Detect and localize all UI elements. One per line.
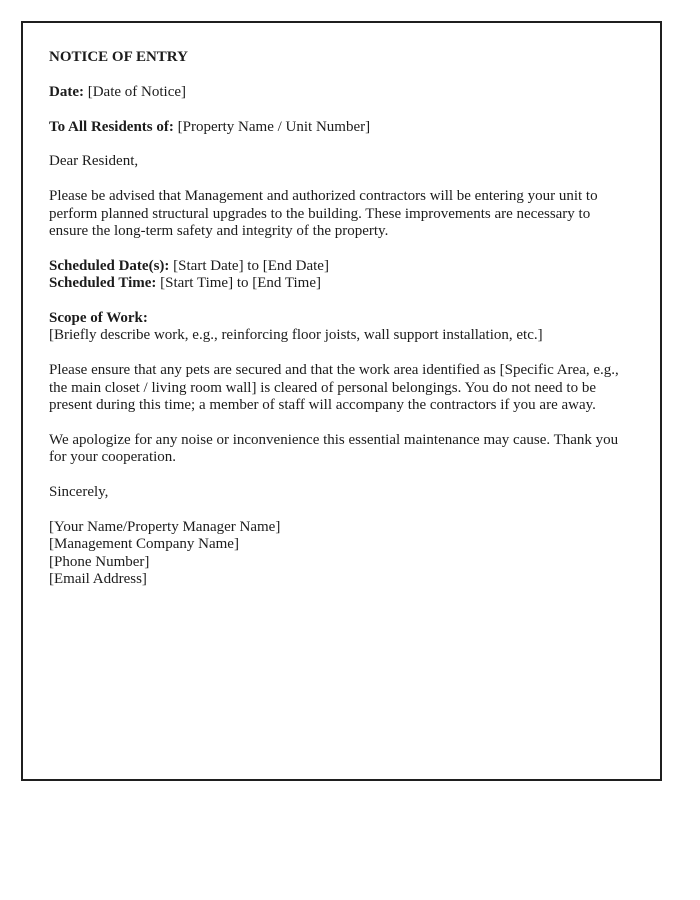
preparation-paragraph: Please ensure that any pets are secured and that the work area identified as [Specific Area, e.g., the main closet / living room wall] is cleared of personal belongings. You do not need to be present during this time; a member of staff will accompany the contractors if you are away.: [49, 362, 619, 414]
scheduled-date-label: Scheduled Date(s):: [49, 257, 170, 274]
intro-paragraph: Please be advised that Management and authorized contractors will be entering your unit to perform planned structural upgrades to the building. These improvements are necessary to ensure the long-term safety and integrity of the property.: [49, 188, 598, 239]
recipient-value: [Property Name / Unit Number]: [177, 118, 371, 135]
scheduled-date-value: [Start Date] to [End Date]: [173, 257, 329, 274]
date-value: [Date of Notice]: [87, 83, 187, 100]
signature-block: [49, 519, 632, 589]
scheduled-time-line: [49, 275, 321, 291]
date-label: Date:: [49, 83, 84, 100]
scope-value: [Briefly describe work, e.g., reinforcing floor joists, wall support installation, etc.]: [49, 327, 543, 344]
signature-line-name: [Your Name/Property Manager Name]: [49, 518, 281, 535]
schedule-block: [49, 258, 632, 293]
signature-line-phone: [Phone Number]: [49, 553, 150, 570]
document-title: NOTICE OF ENTRY: [49, 49, 188, 65]
closing: Sincerely,: [49, 484, 109, 501]
date-line: [49, 84, 632, 101]
apology-paragraph: We apologize for any noise or inconvenience this essential maintenance may cause. Thank you for your cooperation.: [49, 431, 619, 466]
scheduled-time-label: Scheduled Time:: [49, 275, 157, 292]
recipient-label: To All Residents of:: [49, 118, 174, 135]
scheduled-time-value: [Start Time] to [End Time]: [160, 275, 321, 292]
notice-of-entry-document: [21, 21, 662, 781]
scope-label: Scope of Work:: [49, 310, 148, 326]
salutation: Dear Resident,: [49, 153, 139, 170]
signature-line-company: [Management Company Name]: [49, 536, 239, 553]
scope-block: [49, 310, 632, 345]
scheduled-date-line: [49, 258, 329, 274]
recipient-line: [49, 119, 632, 136]
signature-line-email: [Email Address]: [49, 571, 147, 588]
